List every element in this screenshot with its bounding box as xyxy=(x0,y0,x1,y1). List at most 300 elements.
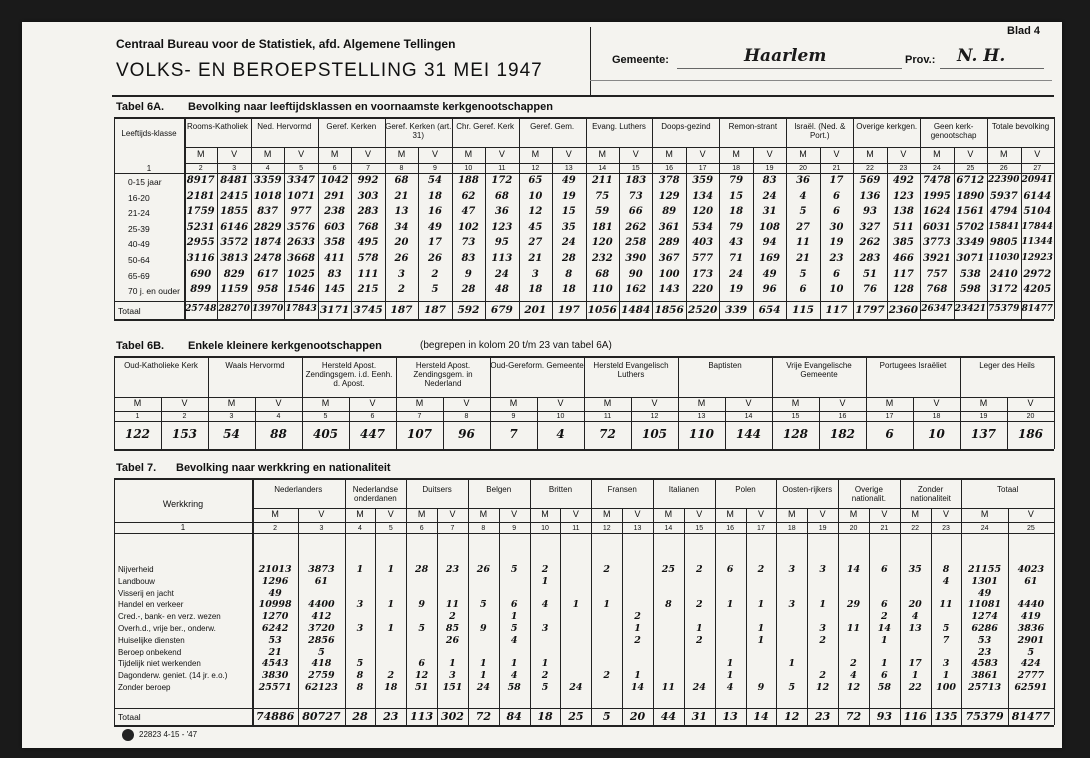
tabel6a-col-number: 7 xyxy=(366,165,370,172)
tabel6a-cell: 289 xyxy=(658,237,680,249)
tabel7-cell: 3861 xyxy=(971,670,998,682)
tabel7-cell: 11 xyxy=(661,682,676,693)
tabel6a-cell: 15 xyxy=(561,206,576,218)
tabel6a-cell: 20 xyxy=(394,237,409,249)
tabel7-cell: 85 xyxy=(445,623,460,634)
tabel6a-cell: 1071 xyxy=(287,190,316,202)
tabel7-cell: 5 xyxy=(418,623,425,634)
tabel6a-group-header: Evang. Luthers xyxy=(592,122,646,131)
tabel7-col-number: 20 xyxy=(849,525,858,532)
tabel6a-row-label: 65-69 xyxy=(128,270,150,281)
tabel7-cell: 25713 xyxy=(968,682,1002,693)
tabel6a-cell: 992 xyxy=(357,175,379,186)
tabel6b-mv-header: M xyxy=(321,398,330,408)
tabel6a-cell: 958 xyxy=(257,284,279,296)
prov-value[interactable]: N. H. xyxy=(957,46,1006,66)
tabel7-cell: 23 xyxy=(445,564,460,575)
tabel6a-total-cell: 1056 xyxy=(587,303,617,316)
tabel7-cell: 419 xyxy=(1020,611,1041,623)
tabel7-cell: 1 xyxy=(541,658,549,670)
tabel7-cell: 18 xyxy=(384,682,398,693)
tabel7-cell: 6286 xyxy=(971,623,998,634)
tabel7-cell: 12 xyxy=(846,682,861,693)
tabel7-cell: 24 xyxy=(476,682,490,693)
tabel7-cell: 28 xyxy=(415,564,429,575)
tabel7-group-header: Britten xyxy=(548,485,573,494)
tabel6a-cell: 73 xyxy=(461,237,476,249)
tabel6a-total-cell: 197 xyxy=(557,303,580,316)
tabel7-mv-header: M xyxy=(479,509,488,519)
tabel6a-cell: 977 xyxy=(290,206,312,218)
tabel6a-cell: 385 xyxy=(892,237,914,249)
tabel6a-total-cell: 17843 xyxy=(285,303,317,314)
tabel7-col-number: 17 xyxy=(757,525,765,532)
tabel6a-mv-header: M xyxy=(464,149,473,159)
tabel7-cell: 11 xyxy=(846,623,861,634)
tabel7-total-cell: 12 xyxy=(784,710,800,723)
tabel7-row-label: Overh.d., vrije ber., onderw. xyxy=(118,624,216,633)
tabel7-cell: 1 xyxy=(510,611,518,623)
tabel6a-row-label: 25-39 xyxy=(128,223,150,234)
tabel6a-cell: 1025 xyxy=(287,268,316,280)
tabel7-cell: 12 xyxy=(415,670,429,682)
tabel7-cell: 23 xyxy=(977,646,992,658)
tabel6a-cell: 79 xyxy=(729,175,744,186)
tabel7-cell: 5 xyxy=(318,646,325,658)
tabel7-col-number: 3 xyxy=(319,525,324,532)
tabel7-cell: 4400 xyxy=(308,599,335,611)
tabel7-cell: 1 xyxy=(387,564,395,575)
tabel6a-col-number: 20 xyxy=(799,165,807,172)
tabel7-col-number: 5 xyxy=(388,525,393,532)
tabel6a-cell: 134 xyxy=(692,190,714,202)
tabel7-cell: 2 xyxy=(634,634,641,646)
tabel6a-cell: 2 xyxy=(431,268,439,280)
tabel6a-cell: 12923 xyxy=(1021,253,1053,263)
tabel6a-col-number: 21 xyxy=(832,165,841,172)
tabel7-cell: 24 xyxy=(569,682,583,693)
tabel6a-cell: 3668 xyxy=(287,253,316,264)
tabel7-cell: 2901 xyxy=(1017,634,1045,646)
tabel6a-cell: 2 xyxy=(398,284,405,296)
tabel6b-cell: 128 xyxy=(782,427,809,441)
tabel6a-col-number: 10 xyxy=(464,165,473,172)
tabel6a-cell: 24 xyxy=(494,268,509,280)
tabel6a-cell: 495 xyxy=(357,237,379,249)
tabel7-col-number: 12 xyxy=(602,525,611,532)
tabel7-cell: 1270 xyxy=(261,611,289,623)
tabel7-cell: 2 xyxy=(603,564,611,575)
tabel7-mv-header: V xyxy=(757,509,764,519)
tabel7-total-cell: 5 xyxy=(602,710,611,723)
tabel6b-cell: 7 xyxy=(509,427,518,441)
tabel6a-total-cell: 117 xyxy=(825,303,848,316)
tabel6b-col-number: 19 xyxy=(979,413,988,420)
tabel6a-cell: 94 xyxy=(762,237,777,249)
tabel6a-cell: 6146 xyxy=(220,221,249,233)
tabel6a-col-number: 17 xyxy=(698,165,707,172)
tabel6a-cell: 30 xyxy=(829,221,844,233)
tabel6a-cell: 145 xyxy=(324,284,345,296)
tabel7-cell: 20 xyxy=(908,599,922,611)
tabel7-cell: 1 xyxy=(942,670,950,682)
tabel6a-total-cell: 28270 xyxy=(218,303,250,314)
tabel7-cell: 4 xyxy=(911,611,919,623)
tabel7-cell: 2 xyxy=(881,611,888,623)
tabel7-col-number: 10 xyxy=(541,525,549,532)
tabel6a-cell: 3572 xyxy=(220,237,249,249)
tabel7-group-header: Nederlanders xyxy=(274,485,323,494)
tabel6a-col-number: 14 xyxy=(598,165,607,172)
tabel6a-cell: 232 xyxy=(591,253,613,264)
tabel6a-cell: 111 xyxy=(357,268,379,280)
tabel6a-col-number: 27 xyxy=(1033,165,1042,172)
tabel6a-group-header: Geen kerk-genootschap xyxy=(930,122,977,140)
tabel7-cell: 4440 xyxy=(1017,599,1045,611)
grid-line-h xyxy=(114,725,1054,727)
tabel6a-cell: 3172 xyxy=(989,284,1018,296)
tabel6a-cell: 3071 xyxy=(956,253,985,264)
tabel7-total-cell: 20 xyxy=(629,710,646,723)
tabel6b-group-header: Hersteld Apost. Zendingsgem. i.d. Eenh. d. Apost. xyxy=(305,361,393,388)
tabel7-total-cell: 113 xyxy=(410,710,434,723)
tabel6a-cell: 2633 xyxy=(287,237,316,249)
tabel6a-mv-header: V xyxy=(431,149,438,159)
tabel6a-cell: 68 xyxy=(494,190,509,202)
tabel6a-total-cell: 3171 xyxy=(319,303,350,316)
tabel7-cell: 1 xyxy=(757,599,765,611)
tabel6b-group-header: Baptisten xyxy=(708,361,742,370)
tabel6a-cell: 95 xyxy=(494,237,509,249)
tabel7-cell: 5 xyxy=(510,623,518,634)
tabel7-col-number: 7 xyxy=(450,525,455,532)
tabel7-cell: 17 xyxy=(908,658,922,670)
tabel6b-cell: 186 xyxy=(1017,427,1044,441)
tabel6b-group-header: Hersteld Apost. Zendingsgem. in Nederland xyxy=(413,361,473,388)
tabel6a-col-number: 12 xyxy=(531,165,540,172)
tabel6a-col-number: 2 xyxy=(198,165,203,172)
tabel7-cell: 29 xyxy=(846,599,861,611)
tabel7-cell: 9 xyxy=(480,623,487,634)
tabel7-cell: 6242 xyxy=(261,623,289,634)
tabel6a-group-header: Totale bevolking xyxy=(991,122,1050,131)
tabel6b-col-number: 4 xyxy=(276,413,281,420)
tabel7-cell: 26 xyxy=(476,564,490,575)
tabel6a-cell: 8917 xyxy=(186,175,215,186)
tabel6b-cell: 144 xyxy=(735,427,762,441)
tabel6b-mv-header: V xyxy=(369,398,376,408)
tabel7-row-label: Handel en verkeer xyxy=(118,600,184,610)
tabel7-row-label: Visserij en jacht xyxy=(118,588,174,598)
tabel7-mv-header: V xyxy=(387,509,394,519)
tabel6a-cell: 534 xyxy=(692,221,714,233)
tabel6b-mv-header: M xyxy=(509,398,518,408)
tabel7-cell: 11 xyxy=(445,599,460,611)
tabel6a-total-cell: 75379 xyxy=(988,303,1020,314)
tabel7-col-number: 18 xyxy=(787,525,796,532)
tabel7-total-cell: 80727 xyxy=(302,710,341,723)
tabel6a-group-header: Geref. Gem. xyxy=(530,122,575,131)
tabel6a-cell: 181 xyxy=(591,221,613,233)
header-divider xyxy=(590,27,591,95)
tabel7-col-number: 24 xyxy=(980,525,989,532)
tabel7-cell: 3 xyxy=(541,623,549,634)
tabel6a-cell: 466 xyxy=(892,253,914,264)
tabel6a-cell: 3116 xyxy=(186,253,215,264)
tabel6a-col-number: 3 xyxy=(232,165,237,172)
tabel7-total-cell: 116 xyxy=(903,710,927,723)
tabel7-col-number: 25 xyxy=(1026,525,1035,532)
tabel7-cell: 25 xyxy=(661,564,676,575)
tabel6a-mv-header: M xyxy=(799,149,807,159)
tabel7-cell: 5 xyxy=(942,623,950,634)
tabel7-cell: 1 xyxy=(881,634,888,646)
tabel6a-cell: 18 xyxy=(528,284,543,296)
tabel7-mv-header: M xyxy=(788,509,796,519)
tabel7-col-number: 19 xyxy=(818,525,827,532)
tabel7-cell: 1 xyxy=(788,658,796,670)
tabel6a-cell: 598 xyxy=(959,284,981,296)
tabel7-label: Tabel 7. xyxy=(116,462,157,474)
tabel6a-cell: 6144 xyxy=(1023,190,1052,202)
tabel6a-cell: 36 xyxy=(494,206,509,218)
tabel6a-total-cell: 187 xyxy=(423,303,446,316)
tabel6a-mv-header: V xyxy=(699,149,706,159)
tabel6a-caption: Bevolking naar leeftijdsklassen en voornaamste kerkgenootschappen xyxy=(188,101,553,113)
tabel6a-cell: 17 xyxy=(829,175,844,186)
tabel7-cell: 1274 xyxy=(971,611,998,623)
tabel6a-col-number: 23 xyxy=(899,165,908,172)
tabel6a-cell: 3 xyxy=(398,268,405,280)
tabel6a-cell: 162 xyxy=(625,284,647,296)
tabel7-caption: Bevolking naar werkkring en nationaliteit xyxy=(176,462,391,474)
tabel6b-cell: 4 xyxy=(556,427,565,441)
tabel6b-mv-header: M xyxy=(791,398,800,408)
tabel6a-cell: 411 xyxy=(324,253,345,264)
tabel6a-total-cell: 339 xyxy=(725,303,748,316)
tabel7-group-header: Fransen xyxy=(607,485,637,494)
tabel6a-mv-header: M xyxy=(531,149,540,159)
tabel7-col-number: 6 xyxy=(419,525,424,532)
tabel6b-col-number: 10 xyxy=(556,413,565,420)
tabel7-total-cell: 28 xyxy=(352,710,368,723)
tabel6b-col-number: 15 xyxy=(791,413,800,420)
tabel6a-cell: 24 xyxy=(729,268,744,280)
tabel6a-cell: 51 xyxy=(862,268,877,280)
tabel6a-cell: 3576 xyxy=(287,221,316,233)
tabel6b-cell: 405 xyxy=(312,427,339,441)
tabel6a-col-number: 16 xyxy=(665,165,674,172)
tabel6a-cell: 6712 xyxy=(956,175,985,186)
tabel6b-col-number: 3 xyxy=(229,413,234,420)
tabel6a-cell: 2410 xyxy=(989,268,1018,280)
tabel7-total-cell: 302 xyxy=(441,710,464,723)
tabel7-col-number: 4 xyxy=(358,525,362,532)
tabel7-cell: 21 xyxy=(268,646,282,658)
tabel7-cell: 1 xyxy=(757,634,765,646)
tabel7-cell: 8 xyxy=(356,670,364,682)
tabel7-cell: 1 xyxy=(480,658,487,670)
tabel6b-col-number: 8 xyxy=(464,413,469,420)
tabel6a-col-number: 6 xyxy=(332,165,337,172)
tabel6a-cell: 28 xyxy=(561,253,576,264)
tabel6a-col-number: 22 xyxy=(866,165,874,172)
tabel7-total-cell: 14 xyxy=(753,710,769,723)
tabel6b-cell: 72 xyxy=(599,427,616,441)
tabel6a-cell: 19 xyxy=(729,284,744,296)
tabel6a-cell: 83 xyxy=(327,268,342,280)
tabel6a-cell: 1874 xyxy=(253,237,282,249)
tabel6a-cell: 7478 xyxy=(922,175,951,186)
tabel6a-cell: 188 xyxy=(457,175,479,186)
tabel6a-cell: 26 xyxy=(427,253,442,264)
grid-line-h xyxy=(114,173,1054,174)
gemeente-value[interactable]: Haarlem xyxy=(744,46,827,66)
tabel7-cell: 2 xyxy=(541,564,549,575)
tabel6a-cell: 12 xyxy=(528,206,543,218)
tabel7-cell: 7 xyxy=(942,634,950,646)
tabel6a-cell: 45 xyxy=(528,221,543,233)
tabel7-col-number: 14 xyxy=(664,525,673,532)
form-title: VOLKS- EN BEROEPSTELLING 31 MEI 1947 xyxy=(116,60,543,81)
tabel6a-cell: 1018 xyxy=(253,190,282,202)
tabel6a-row-label: 50-64 xyxy=(128,255,150,265)
tabel6a-total-cell: 23421 xyxy=(954,303,986,314)
tabel7-cell: 1301 xyxy=(971,575,998,587)
tabel6a-cell: 79 xyxy=(729,221,744,233)
tabel6b-group-header: Oud-Gereform. Gemeente xyxy=(490,361,584,370)
tabel7-mv-header: V xyxy=(572,509,579,519)
tabel6a-mv-header: V xyxy=(365,149,372,159)
tabel6b-cell: 122 xyxy=(124,427,151,441)
tabel6a-total-cell: 3745 xyxy=(353,303,383,316)
tabel7-cell: 4583 xyxy=(971,658,998,670)
tabel7-row-label: Zonder beroep xyxy=(118,683,171,692)
tabel7-cell: 5 xyxy=(480,599,487,611)
tabel6a-cell: 492 xyxy=(892,175,914,186)
tabel7-cell: 4 xyxy=(726,682,734,693)
tabel7-total-cell: 72 xyxy=(475,710,491,723)
tabel6a-cell: 26 xyxy=(394,253,409,264)
tabel6a-cell: 367 xyxy=(658,253,680,264)
tabel7-cell: 1 xyxy=(911,670,919,682)
tabel7-cell: 14 xyxy=(630,682,645,693)
tabel6a-cell: 577 xyxy=(692,253,714,264)
tabel7-cell: 13 xyxy=(908,623,922,634)
tabel7-cell: 3 xyxy=(819,564,826,575)
tabel6a-cell: 138 xyxy=(892,206,914,218)
tabel7-cell: 1 xyxy=(695,623,703,634)
tabel6a-group-header: Chr. Geref. Kerk xyxy=(456,122,515,131)
tabel6a-cell: 11344 xyxy=(1021,237,1053,248)
tabel7-row-label: Cred.-, bank- en verz. wezen xyxy=(118,612,221,622)
tabel7-cell: 21013 xyxy=(258,564,292,575)
tabel6a-group-header: Geref. Kerken xyxy=(326,122,377,131)
tabel6a-cell: 71 xyxy=(729,253,744,264)
grid-line-v xyxy=(114,117,115,319)
tabel6a-cell: 358 xyxy=(324,237,345,249)
tabel6a-total-label: Totaal xyxy=(118,305,141,316)
tabel6a-cell: 20941 xyxy=(1021,175,1053,185)
tabel7-cell: 2 xyxy=(387,670,395,682)
tabel6a-mv-header: M xyxy=(598,149,606,159)
tabel7-cell: 5 xyxy=(1027,646,1035,658)
tabel6a-cell: 8 xyxy=(565,268,573,280)
tabel7-row-label: Beroep onbekend xyxy=(118,647,182,657)
tabel7-col-number: 11 xyxy=(572,525,580,532)
tabel6a-cell: 27 xyxy=(796,221,810,233)
tabel7-first-col-header: Werkkring xyxy=(162,499,204,509)
tabel6a-row-label: 0-15 jaar xyxy=(128,177,162,187)
tabel6b-label: Tabel 6B. xyxy=(116,340,165,352)
tabel6b-mv-header: V xyxy=(463,398,470,408)
tabel6b-col-number: 13 xyxy=(697,413,706,420)
tabel6a-total-cell: 679 xyxy=(490,303,513,316)
tabel7-cell: 1 xyxy=(449,658,456,670)
tabel7-total-cell: 81477 xyxy=(1011,710,1050,723)
tabel7-cell: 35 xyxy=(908,564,922,575)
tabel6a-total-cell: 201 xyxy=(524,303,547,316)
tabel7-cell: 1296 xyxy=(261,575,289,587)
tabel6a-cell: 49 xyxy=(561,175,576,186)
grid-line-h xyxy=(114,449,1054,451)
tabel6a-total-cell: 13970 xyxy=(251,303,284,314)
tabel6b-mv-header: M xyxy=(415,398,424,408)
tabel7-cell: 2 xyxy=(449,611,456,623)
tabel6a-cell: 172 xyxy=(491,175,513,186)
tabel6a-cell: 291 xyxy=(324,190,345,202)
tabel6b-col-number: 9 xyxy=(511,413,516,420)
tabel7-cell: 58 xyxy=(877,682,891,693)
tabel6b-col-number: 6 xyxy=(370,413,375,420)
tabel6a-total-cell: 1797 xyxy=(855,303,885,316)
tabel6a-cell: 5231 xyxy=(186,221,215,233)
tabel6a-cell: 17 xyxy=(427,237,442,249)
tabel6a-cell: 10 xyxy=(829,284,844,296)
tabel7-cell: 24 xyxy=(692,682,706,693)
tabel6a-cell: 1995 xyxy=(922,190,951,202)
tabel6b-group-header: Waals Hervormd xyxy=(225,361,285,370)
tabel6a-cell: 5702 xyxy=(956,221,985,233)
grid-line-v xyxy=(1054,356,1055,449)
tabel6a-cell: 6 xyxy=(833,206,840,218)
tabel6a-first-col-header: Leeftijds-klasse xyxy=(121,129,177,138)
tabel6a-mv-header: M xyxy=(1000,149,1008,159)
tabel6a-cell: 143 xyxy=(658,284,680,296)
tabel7-cell: 1 xyxy=(480,670,487,682)
tabel7-cell: 424 xyxy=(1020,658,1041,670)
tabel7-cell: 62591 xyxy=(1014,682,1048,693)
tabel6a-col-number: 15 xyxy=(631,165,640,172)
tabel7-cell: 1 xyxy=(757,623,765,634)
tabel7-cell: 151 xyxy=(442,682,463,693)
tabel6a-cell: 2829 xyxy=(253,221,282,233)
grid-line-v xyxy=(114,478,115,725)
tabel6a-cell: 1159 xyxy=(220,284,249,296)
tabel7-cell: 22 xyxy=(908,682,922,693)
tabel6a-cell: 23 xyxy=(829,253,844,264)
tabel6a-cell: 3921 xyxy=(922,253,951,264)
tabel6b-col-number: 7 xyxy=(417,413,422,420)
tabel6a-cell: 28 xyxy=(461,284,476,296)
tabel6a-col-number: 5 xyxy=(299,165,304,172)
tabel6a-cell: 215 xyxy=(357,284,379,296)
tabel6a-cell: 21 xyxy=(796,253,810,264)
tabel7-cell: 14 xyxy=(846,564,861,575)
tabel7-cell: 8 xyxy=(665,599,672,611)
tabel6a-col-number: 24 xyxy=(932,165,941,172)
tabel6a-cell: 13 xyxy=(394,206,409,218)
